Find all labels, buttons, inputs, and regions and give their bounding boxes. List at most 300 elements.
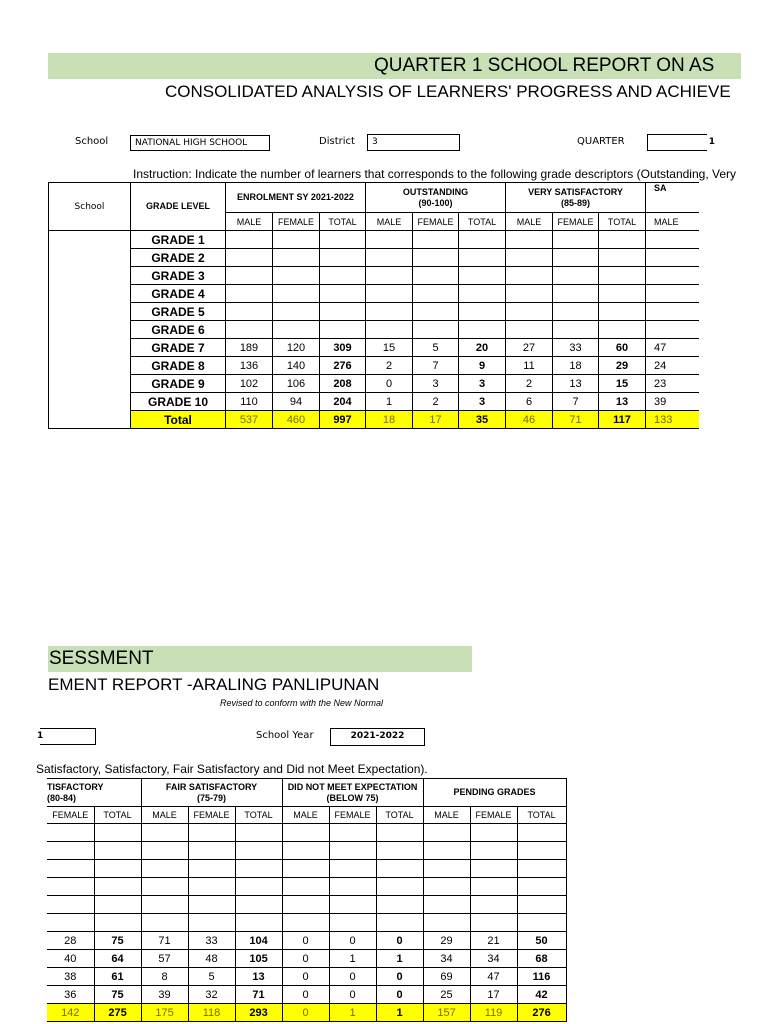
data-cell[interactable] [517, 842, 566, 860]
table-row [49, 339, 699, 357]
data-cell[interactable] [646, 303, 699, 321]
total-cell[interactable]: 997 [320, 411, 366, 429]
table-row [49, 357, 699, 375]
data-cell[interactable] [506, 321, 553, 339]
table-row [47, 842, 566, 860]
data-cell[interactable]: 29 [423, 932, 470, 950]
data-cell[interactable] [413, 303, 459, 321]
data-cell[interactable] [273, 249, 320, 267]
data-cell[interactable] [329, 914, 376, 932]
data-cell[interactable] [226, 321, 273, 339]
total-cell[interactable]: 35 [459, 411, 506, 429]
data-cell[interactable] [366, 267, 413, 285]
data-cell[interactable]: 3 [413, 375, 459, 393]
data-cell[interactable] [226, 231, 273, 249]
data-cell[interactable] [470, 860, 517, 878]
subheader-female: FEMALE [470, 807, 517, 824]
total-cell[interactable]: 18 [366, 411, 413, 429]
data-cell[interactable] [94, 914, 141, 932]
data-cell[interactable] [273, 231, 320, 249]
data-cell[interactable] [413, 285, 459, 303]
data-cell[interactable]: 28 [47, 932, 94, 950]
data-cell[interactable] [141, 824, 188, 842]
total-cell[interactable]: 175 [141, 1004, 188, 1022]
subheader-total: TOTAL [517, 807, 566, 824]
total-cell[interactable]: 1 [376, 1004, 423, 1022]
data-cell[interactable] [235, 914, 282, 932]
subheader-male: MALE [646, 213, 699, 231]
subheader-total: TOTAL [599, 213, 646, 231]
data-cell[interactable]: 71 [141, 932, 188, 950]
data-cell[interactable] [235, 896, 282, 914]
data-cell[interactable] [646, 231, 699, 249]
data-cell[interactable] [188, 860, 235, 878]
table-row [49, 393, 699, 411]
data-cell[interactable]: 60 [599, 339, 646, 357]
school-field[interactable]: NATIONAL HIGH SCHOOL [130, 135, 270, 151]
total-cell[interactable]: 276 [517, 1004, 566, 1022]
quarter-value: 1 [708, 137, 715, 147]
header-grade-level: GRADE LEVEL [131, 183, 226, 231]
table-row [49, 285, 699, 303]
subheader-female: FEMALE [329, 807, 376, 824]
data-cell[interactable]: 106 [273, 375, 320, 393]
data-cell[interactable] [459, 321, 506, 339]
header-satisfactory: TISFACTORY (80-84) [47, 779, 141, 807]
quarter-label: QUARTER [577, 136, 625, 147]
data-cell[interactable]: 0 [376, 932, 423, 950]
grade-level-cell: GRADE 3 [131, 267, 226, 285]
table-row [47, 950, 566, 968]
data-cell[interactable]: 309 [320, 339, 366, 357]
header-outstanding: OUTSTANDING (90-100) [366, 183, 506, 213]
data-cell[interactable]: 104 [235, 932, 282, 950]
total-cell[interactable]: 293 [235, 1004, 282, 1022]
data-cell[interactable] [226, 249, 273, 267]
data-cell[interactable] [413, 267, 459, 285]
table-row [47, 914, 566, 932]
total-cell[interactable]: 118 [188, 1004, 235, 1022]
data-cell[interactable] [376, 842, 423, 860]
data-cell[interactable] [273, 267, 320, 285]
header-did-not-meet: DID NOT MEET EXPECTATION (BELOW 75) [282, 779, 423, 807]
data-cell[interactable] [226, 303, 273, 321]
data-cell[interactable]: 40 [47, 950, 94, 968]
grade-level-cell: GRADE 6 [131, 321, 226, 339]
data-cell[interactable] [413, 321, 459, 339]
total-cell[interactable]: 157 [423, 1004, 470, 1022]
data-cell[interactable] [226, 285, 273, 303]
total-cell[interactable]: 133 [646, 411, 699, 429]
data-cell[interactable] [282, 896, 329, 914]
subheader-female: FEMALE [413, 213, 459, 231]
data-cell[interactable] [47, 824, 94, 842]
data-cell[interactable] [470, 878, 517, 896]
grade-level-cell: GRADE 10 [131, 393, 226, 411]
grade-level-cell: GRADE 5 [131, 303, 226, 321]
data-cell[interactable] [646, 249, 699, 267]
data-cell[interactable]: 50 [517, 932, 566, 950]
total-cell[interactable]: 46 [506, 411, 553, 429]
data-cell[interactable]: 105 [235, 950, 282, 968]
table-row [47, 896, 566, 914]
grade-level-cell: GRADE 4 [131, 285, 226, 303]
data-cell[interactable] [273, 285, 320, 303]
data-cell[interactable] [517, 824, 566, 842]
data-cell[interactable] [282, 842, 329, 860]
data-cell[interactable]: 23 [646, 375, 699, 393]
data-cell[interactable] [599, 303, 646, 321]
data-cell[interactable] [459, 303, 506, 321]
data-cell[interactable]: 15 [599, 375, 646, 393]
data-cell[interactable]: 6 [506, 393, 553, 411]
data-cell[interactable] [273, 303, 320, 321]
data-cell[interactable]: 13 [235, 968, 282, 986]
data-cell[interactable]: 3 [459, 375, 506, 393]
data-cell[interactable] [517, 860, 566, 878]
data-cell[interactable] [320, 321, 366, 339]
data-cell[interactable]: 38 [47, 968, 94, 986]
data-cell[interactable]: 0 [282, 932, 329, 950]
data-cell[interactable] [141, 860, 188, 878]
data-cell[interactable] [553, 249, 599, 267]
data-cell[interactable]: 33 [553, 339, 599, 357]
table-row [49, 249, 699, 267]
data-cell[interactable] [94, 842, 141, 860]
data-cell[interactable]: 0 [282, 986, 329, 1004]
table-row [49, 267, 699, 285]
data-cell[interactable] [470, 842, 517, 860]
data-cell[interactable] [459, 267, 506, 285]
total-cell[interactable]: 117 [599, 411, 646, 429]
data-cell[interactable]: 7 [553, 393, 599, 411]
table-row [49, 375, 699, 393]
data-cell[interactable] [376, 896, 423, 914]
data-cell[interactable]: 0 [329, 986, 376, 1004]
data-cell[interactable]: 20 [459, 339, 506, 357]
data-cell[interactable] [459, 285, 506, 303]
table-row [47, 860, 566, 878]
data-cell[interactable] [329, 860, 376, 878]
data-cell[interactable] [366, 321, 413, 339]
data-cell[interactable]: 34 [423, 950, 470, 968]
data-cell[interactable] [320, 285, 366, 303]
data-cell[interactable] [188, 842, 235, 860]
school-year-label: School Year [256, 730, 314, 741]
data-cell[interactable]: 42 [517, 986, 566, 1004]
report-title: QUARTER 1 SCHOOL REPORT ON AS [374, 55, 715, 76]
data-cell[interactable]: 64 [94, 950, 141, 968]
data-cell[interactable]: 48 [188, 950, 235, 968]
data-cell[interactable]: 13 [599, 393, 646, 411]
data-cell[interactable] [553, 321, 599, 339]
data-cell[interactable]: 102 [226, 375, 273, 393]
data-cell[interactable] [282, 878, 329, 896]
data-cell[interactable] [517, 878, 566, 896]
revised-note: Revised to conform with the New Normal [220, 698, 384, 708]
data-cell[interactable] [553, 267, 599, 285]
data-cell[interactable] [459, 249, 506, 267]
data-cell[interactable] [376, 914, 423, 932]
data-cell[interactable] [188, 896, 235, 914]
total-cell[interactable]: 17 [413, 411, 459, 429]
data-cell[interactable] [470, 896, 517, 914]
data-cell[interactable] [553, 303, 599, 321]
data-cell[interactable] [47, 914, 94, 932]
instruction-text: Instruction: Indicate the number of learners that corresponds to the following grade descriptors (Outstanding, Very [133, 167, 736, 181]
total-cell[interactable]: 142 [47, 1004, 94, 1022]
school-label: School [75, 136, 109, 147]
data-cell[interactable] [141, 878, 188, 896]
data-cell[interactable] [646, 267, 699, 285]
data-cell[interactable]: 27 [506, 339, 553, 357]
data-cell[interactable]: 11 [506, 357, 553, 375]
data-cell[interactable] [506, 267, 553, 285]
subheader-male: MALE [423, 807, 470, 824]
data-cell[interactable] [47, 842, 94, 860]
data-cell[interactable]: 18 [553, 357, 599, 375]
data-cell[interactable] [282, 914, 329, 932]
total-cell[interactable]: 275 [94, 1004, 141, 1022]
data-cell[interactable]: 2 [366, 357, 413, 375]
subheader-male: MALE [506, 213, 553, 231]
data-cell[interactable]: 116 [517, 968, 566, 986]
data-cell[interactable]: 34 [470, 950, 517, 968]
data-cell[interactable] [506, 231, 553, 249]
subheader-total: TOTAL [320, 213, 366, 231]
data-cell[interactable]: 33 [188, 932, 235, 950]
data-cell[interactable]: 1 [329, 950, 376, 968]
data-cell[interactable]: 276 [320, 357, 366, 375]
table-row [49, 303, 699, 321]
data-cell[interactable]: 68 [517, 950, 566, 968]
table-row [49, 231, 699, 249]
data-cell[interactable] [599, 285, 646, 303]
grade-level-cell: GRADE 7 [131, 339, 226, 357]
data-cell[interactable] [366, 249, 413, 267]
total-cell[interactable]: 460 [273, 411, 320, 429]
data-cell[interactable]: 21 [470, 932, 517, 950]
data-cell[interactable] [94, 824, 141, 842]
data-cell[interactable]: 39 [141, 986, 188, 1004]
data-cell[interactable] [188, 914, 235, 932]
data-cell[interactable]: 110 [226, 393, 273, 411]
data-cell[interactable]: 29 [599, 357, 646, 375]
data-cell[interactable]: 0 [329, 968, 376, 986]
data-cell[interactable]: 32 [188, 986, 235, 1004]
data-cell[interactable]: 5 [413, 339, 459, 357]
data-cell[interactable] [366, 285, 413, 303]
data-cell[interactable] [599, 231, 646, 249]
data-cell[interactable] [646, 321, 699, 339]
data-cell[interactable]: 47 [470, 968, 517, 986]
grade-level-cell: GRADE 2 [131, 249, 226, 267]
data-cell[interactable] [506, 249, 553, 267]
data-cell[interactable] [506, 285, 553, 303]
data-cell[interactable]: 0 [366, 375, 413, 393]
data-cell[interactable] [423, 878, 470, 896]
data-cell[interactable] [47, 878, 94, 896]
grade-level-cell: GRADE 9 [131, 375, 226, 393]
table-row [47, 824, 566, 842]
data-cell[interactable] [188, 824, 235, 842]
data-cell[interactable] [141, 842, 188, 860]
data-cell[interactable] [366, 303, 413, 321]
data-cell[interactable] [329, 878, 376, 896]
data-cell[interactable]: 3 [459, 393, 506, 411]
data-cell[interactable] [423, 896, 470, 914]
data-cell[interactable] [188, 878, 235, 896]
report-subtitle-continued: EMENT REPORT -ARALING PANLIPUNAN [48, 675, 380, 694]
header-school: School [49, 183, 131, 231]
data-cell[interactable] [235, 824, 282, 842]
header-very-satisfactory: VERY SATISFACTORY (85-89) [506, 183, 646, 213]
data-cell[interactable] [235, 860, 282, 878]
data-cell[interactable]: 1 [376, 950, 423, 968]
data-cell[interactable]: 36 [47, 986, 94, 1004]
total-cell[interactable]: 119 [470, 1004, 517, 1022]
total-cell[interactable]: 1 [329, 1004, 376, 1022]
data-cell[interactable] [423, 860, 470, 878]
data-cell[interactable]: 189 [226, 339, 273, 357]
subheader-female: FEMALE [188, 807, 235, 824]
data-cell[interactable] [517, 914, 566, 932]
data-cell[interactable] [470, 824, 517, 842]
header-satisfactory-partial: SA [646, 183, 699, 213]
data-cell[interactable]: 75 [94, 986, 141, 1004]
subheader-total: TOTAL [376, 807, 423, 824]
school-year-field[interactable]: 2021-2022 [330, 728, 425, 746]
data-cell[interactable]: 140 [273, 357, 320, 375]
data-cell[interactable] [47, 860, 94, 878]
data-cell[interactable] [599, 249, 646, 267]
data-cell[interactable] [235, 842, 282, 860]
data-cell[interactable] [517, 896, 566, 914]
data-cell[interactable]: 2 [506, 375, 553, 393]
data-cell[interactable] [329, 842, 376, 860]
data-cell[interactable] [366, 231, 413, 249]
data-cell[interactable] [141, 896, 188, 914]
table-row [49, 321, 699, 339]
data-cell[interactable] [423, 914, 470, 932]
data-cell[interactable]: 208 [320, 375, 366, 393]
data-cell[interactable]: 39 [646, 393, 699, 411]
data-cell[interactable]: 0 [329, 932, 376, 950]
data-cell[interactable]: 17 [470, 986, 517, 1004]
data-cell[interactable] [376, 824, 423, 842]
header-pending-grades: PENDING GRADES [423, 779, 566, 807]
data-cell[interactable]: 47 [646, 339, 699, 357]
instruction-text-continued: Satisfactory, Satisfactory, Fair Satisfactory and Did not Meet Expectation). [36, 762, 428, 776]
report-title-continued: SESSMENT [49, 648, 154, 669]
data-cell[interactable]: 9 [459, 357, 506, 375]
data-cell[interactable] [141, 914, 188, 932]
data-cell[interactable]: 5 [188, 968, 235, 986]
data-cell[interactable]: 61 [94, 968, 141, 986]
data-cell[interactable] [320, 303, 366, 321]
data-cell[interactable]: 7 [413, 357, 459, 375]
report-subtitle: CONSOLIDATED ANALYSIS OF LEARNERS' PROGRESS AND ACHIEVE [165, 82, 731, 101]
data-cell[interactable]: 0 [282, 950, 329, 968]
data-cell[interactable] [553, 231, 599, 249]
data-cell[interactable] [94, 860, 141, 878]
data-cell[interactable]: 25 [423, 986, 470, 1004]
data-cell[interactable]: 13 [553, 375, 599, 393]
total-cell[interactable]: 537 [226, 411, 273, 429]
district-field[interactable]: 3 [367, 134, 460, 151]
data-cell[interactable]: 15 [366, 339, 413, 357]
data-cell[interactable] [320, 231, 366, 249]
data-cell[interactable] [320, 267, 366, 285]
data-cell[interactable] [423, 842, 470, 860]
data-cell[interactable]: 94 [273, 393, 320, 411]
data-cell[interactable] [329, 896, 376, 914]
data-cell[interactable]: 69 [423, 968, 470, 986]
data-cell[interactable]: 136 [226, 357, 273, 375]
quarter-value-continued: 1 [37, 731, 44, 741]
data-cell[interactable]: 8 [141, 968, 188, 986]
bottom-table-wrap [48, 778, 566, 1024]
data-cell[interactable] [423, 824, 470, 842]
data-cell[interactable] [376, 860, 423, 878]
data-cell[interactable]: 204 [320, 393, 366, 411]
data-cell[interactable]: 0 [376, 968, 423, 986]
data-cell[interactable]: 24 [646, 357, 699, 375]
data-cell[interactable] [599, 321, 646, 339]
data-cell[interactable] [282, 860, 329, 878]
subheader-total: TOTAL [94, 807, 141, 824]
data-cell[interactable] [459, 231, 506, 249]
table-row [47, 932, 566, 950]
data-cell[interactable]: 0 [376, 986, 423, 1004]
data-cell[interactable]: 57 [141, 950, 188, 968]
data-cell[interactable]: 75 [94, 932, 141, 950]
data-cell[interactable] [470, 914, 517, 932]
data-cell[interactable] [282, 824, 329, 842]
data-cell[interactable] [226, 267, 273, 285]
table-row [47, 878, 566, 896]
data-cell[interactable] [273, 321, 320, 339]
data-cell[interactable] [329, 824, 376, 842]
school-cell[interactable] [49, 231, 131, 429]
data-cell[interactable] [320, 249, 366, 267]
data-cell[interactable] [506, 303, 553, 321]
data-cell[interactable] [94, 896, 141, 914]
data-cell[interactable] [235, 878, 282, 896]
subheader-male: MALE [141, 807, 188, 824]
data-cell[interactable] [94, 878, 141, 896]
quarter-field[interactable] [647, 134, 715, 151]
subheader-female: FEMALE [47, 807, 94, 824]
data-cell[interactable] [413, 249, 459, 267]
data-cell[interactable] [646, 285, 699, 303]
data-cell[interactable] [413, 231, 459, 249]
data-cell[interactable] [47, 896, 94, 914]
data-cell[interactable]: 1 [366, 393, 413, 411]
data-cell[interactable] [376, 878, 423, 896]
data-cell[interactable]: 2 [413, 393, 459, 411]
quarter-field-continued[interactable] [37, 728, 96, 745]
subheader-female: FEMALE [273, 213, 320, 231]
data-cell[interactable] [599, 267, 646, 285]
total-cell[interactable]: 71 [553, 411, 599, 429]
data-cell[interactable]: 71 [235, 986, 282, 1004]
total-cell[interactable]: 0 [282, 1004, 329, 1022]
data-cell[interactable]: 120 [273, 339, 320, 357]
total-row [49, 411, 699, 429]
data-cell[interactable] [553, 285, 599, 303]
data-cell[interactable]: 0 [282, 968, 329, 986]
